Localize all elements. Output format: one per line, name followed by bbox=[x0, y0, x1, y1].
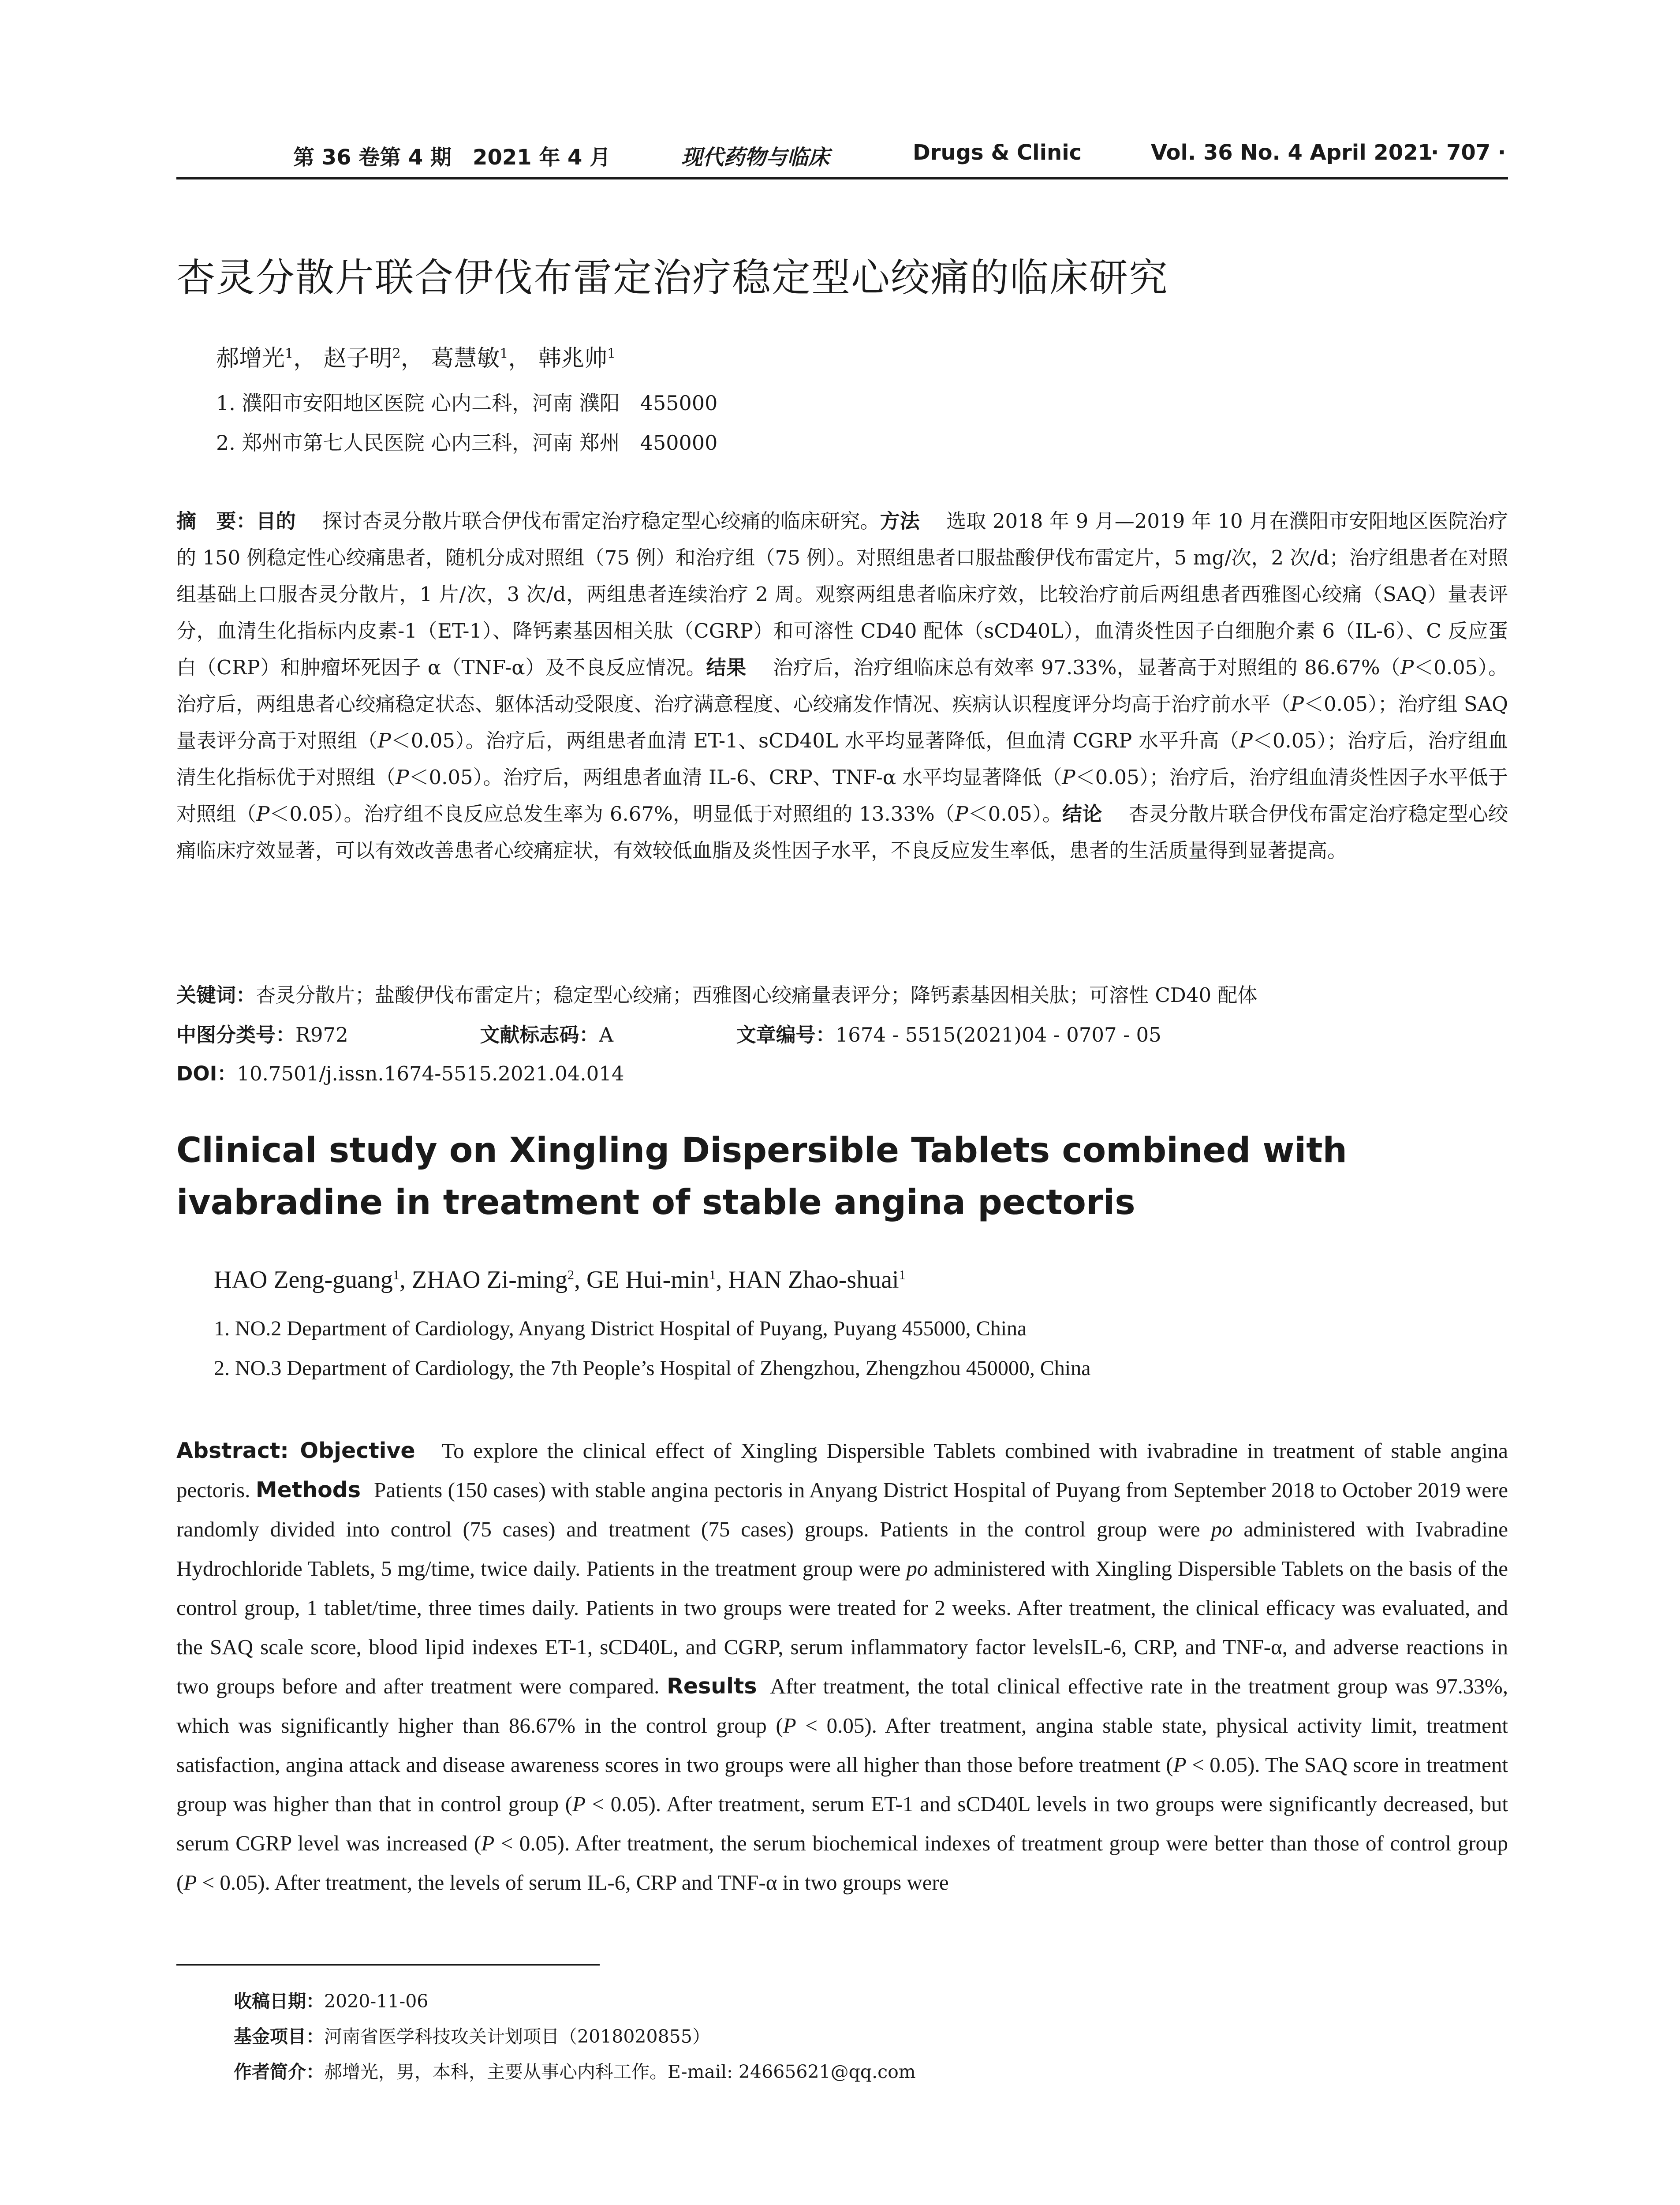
author-name: GE Hui-min bbox=[586, 1266, 709, 1293]
author-affiliation-mark: 1 bbox=[285, 346, 294, 362]
footnote-funding: 基金项目：河南省医学科技攻关计划项目（2018020855） bbox=[234, 2026, 710, 2047]
article-no-label: 文章编号： bbox=[736, 1023, 836, 1046]
issue-info-cn: 第 36 卷第 4 期 2021 年 4 月 bbox=[293, 145, 611, 170]
author-affiliation-mark: 1 bbox=[709, 1267, 716, 1282]
objective-label-cn: 目的 bbox=[256, 509, 296, 533]
objective-text-cn: 探讨杏灵分散片联合伊伐布雷定治疗稳定型心绞痛的临床研究。 bbox=[322, 509, 880, 533]
abstract-label-en: Abstract: bbox=[176, 1438, 300, 1463]
results-text-cn: 治疗后，治疗组临床总有效率 97.33%，显著高于对照组的 86.67%（P＜0.05）。治疗后，两组患者心绞痛稳定状态、躯体活动受限度、治疗满意程度、心绞痛发作情况、疾病认识程度评分均高于治疗前水平（P＜0.05）；治疗组 SAQ 量表评分高于对照组（P＜0.05）。治疗后，两组患者血清 ET-1、sCD40L 水平均显著降低，但血清 CGRP 水平升高（P＜0.05）；治疗后，治疗组血清生化指标优于对照组（P＜0.05）。治疗后，两组患者血清 IL-6、CRP、TNF-α 水平均显著降低（P＜0.05）；治疗后，治疗组血清炎性因子水平低于对照组（P＜0.05）。治疗组不良反应总发生率为 6.67%，明显低于对照组的 13.33%（P＜0.05）。 bbox=[176, 656, 1508, 826]
author-affiliation-mark: 2 bbox=[567, 1267, 574, 1282]
author-list-cn bbox=[216, 340, 616, 373]
keywords-text: 杏灵分散片；盐酸伊伐布雷定片；稳定型心绞痛；西雅图心绞痛量表评分；降钙素基因相关肽；可溶性 CD40 配体 bbox=[256, 983, 1258, 1007]
abstract-label-cn: 摘 要： bbox=[176, 509, 256, 533]
paper-title-en: Clinical study on Xingling Dispersible Tablets combined with ivabradine in treatment of stable angina pectoris bbox=[176, 1131, 1348, 1222]
results-label-en: Results bbox=[667, 1674, 757, 1699]
page-number: · 707 · bbox=[1431, 140, 1506, 165]
author-affiliation-mark: 1 bbox=[500, 346, 508, 362]
author-list-en bbox=[214, 1266, 906, 1294]
running-header bbox=[176, 140, 1508, 180]
classification-line bbox=[176, 1019, 1161, 1047]
author-separator: ， bbox=[508, 345, 531, 372]
affiliation-cn-1: 1. 濮阳市安阳地区医院 心内二科，河南 濮阳 455000 bbox=[216, 391, 718, 415]
abstract-cn bbox=[176, 503, 1508, 869]
journal-name-cn: 现代药物与临床 bbox=[681, 145, 830, 170]
author-affiliation-mark: 2 bbox=[392, 346, 401, 362]
journal-name-en: Drugs & Clinic bbox=[913, 140, 1082, 165]
header-rule bbox=[176, 177, 1508, 179]
author-name: HAN Zhao-shuai bbox=[728, 1266, 899, 1293]
methods-label-en: Methods bbox=[255, 1477, 361, 1502]
doc-code-value: A bbox=[599, 1023, 613, 1046]
author-name: 葛慧敏 bbox=[431, 345, 500, 372]
doi-line bbox=[176, 1058, 624, 1086]
objective-text-en: To explore the clinical effect of Xingling Dispersible Tablets combined with ivabradine in treatment of stable angina pectoris. bbox=[176, 1439, 1508, 1502]
author-separator: , bbox=[716, 1266, 728, 1293]
paper-title-cn: 杏灵分散片联合伊伐布雷定治疗稳定型心绞痛的临床研究 bbox=[176, 255, 1169, 300]
author-affiliation-mark: 1 bbox=[607, 346, 616, 362]
author-separator: , bbox=[574, 1266, 586, 1293]
conclusion-text-cn: 杏灵分散片联合伊伐布雷定治疗稳定型心绞痛临床疗效显著，可以有效改善患者心绞痛症状，有效较低血脂及炎性因子水平，不良反应发生率低，患者的生活质量得到显著提高。 bbox=[176, 802, 1508, 862]
methods-text-en: Patients (150 cases) with stable angina pectoris in Anyang District Hospital of Puyang from September 2018 to October 2019 were randomly divided into control (75 cases) and treatment (75 cases) groups. Patients in the control group were po administered with Ivabradine Hydrochloride Tablets, 5 mg/time, twice daily. Patients in the treatment group were po administered with Xingling Dispersible Tablets on the basis of the control group, 1 tablet/time, three times daily. Patients in two groups were treated for 2 weeks. After treatment, the clinical efficacy was evaluated, and the SAQ scale score, blood lipid indexes ET-1, sCD40L, and CGRP, serum inflammatory factor levelsIL-6, CRP, and TNF-α, and adverse reactions in two groups before and after treatment were compared. bbox=[176, 1478, 1508, 1698]
author-separator: , bbox=[399, 1266, 412, 1293]
footnote-rule bbox=[176, 1964, 600, 1966]
issue-info-en: Vol. 36 No. 4 April 2021 bbox=[1151, 140, 1433, 165]
footnote-received: 收稿日期：2020-11-06 bbox=[234, 1991, 429, 2012]
author-name: 郝增光 bbox=[216, 345, 285, 372]
affiliation-en-1: 1. NO.2 Department of Cardiology, Anyang District Hospital of Puyang, Puyang 455000, China bbox=[214, 1317, 1027, 1340]
author-name: HAO Zeng-guang bbox=[214, 1266, 393, 1293]
conclusion-label-cn: 结论 bbox=[1062, 802, 1102, 826]
objective-label-en: Objective bbox=[300, 1438, 415, 1463]
author-separator: ， bbox=[293, 345, 317, 372]
author-affiliation-mark: 1 bbox=[392, 1267, 399, 1282]
author-name: ZHAO Zi-ming bbox=[411, 1266, 567, 1293]
abstract-en bbox=[176, 1431, 1508, 1902]
author-separator: ， bbox=[400, 345, 424, 372]
author-name: 韩兆帅 bbox=[538, 345, 607, 372]
clc-label: 中图分类号： bbox=[176, 1023, 296, 1046]
results-label-cn: 结果 bbox=[706, 656, 747, 679]
methods-label-cn: 方法 bbox=[880, 509, 920, 533]
results-text-en: After treatment, the total clinical effective rate in the treatment group was 97.33%, which was significantly higher than 86.67% in the control group (P < 0.05). After treatment, angina stable state, physical activity limit, treatment satisfaction, angina attack and disease awareness scores in two groups were all higher than those before treatment (P < 0.05). The SAQ score in treatment group was higher than that in control group (P < 0.05). After treatment, serum ET-1 and sCD40L levels in two groups were significantly decreased, but serum CGRP level was increased (P < 0.05). After treatment, the serum biochemical indexes of treatment group were better than those of control group (P < 0.05). After treatment, the levels of serum IL-6, CRP and TNF-α in two groups were bbox=[176, 1674, 1508, 1895]
clc-value: R972 bbox=[295, 1023, 348, 1046]
keywords-label: 关键词： bbox=[176, 983, 256, 1007]
methods-text-cn: 选取 2018 年 9 月—2019 年 10 月在濮阳市安阳地区医院治疗的 150 例稳定性心绞痛患者，随机分成对照组（75 例）和治疗组（75 例）。对照组患者口服盐酸伊伐布雷定片，5 mg/次，2 次/d；治疗组患者在对照组基础上口服杏灵分散片，1 片/次，3 次/d，两组患者连续治疗 2 周。观察两组患者临床疗效，比较治疗前后两组患者西雅图心绞痛（SAQ）量表评分，血清生化指标内皮素-1（ET-1）、降钙素基因相关肽（CGRP）和可溶性 CD40 配体（sCD40L），血清炎性因子白细胞介素 6（IL-6）、C 反应蛋白（CRP）和肿瘤坏死因子 α（TNF-α）及不良反应情况。 bbox=[176, 509, 1508, 679]
article-no-value: 1674 - 5515(2021)04 - 0707 - 05 bbox=[835, 1023, 1161, 1046]
keywords-cn bbox=[176, 979, 1257, 1008]
author-name: 赵子明 bbox=[323, 345, 392, 372]
affiliation-en-2: 2. NO.3 Department of Cardiology, the 7th People’s Hospital of Zhengzhou, Zhengzhou 450000, China bbox=[214, 1357, 1091, 1380]
author-affiliation-mark: 1 bbox=[899, 1267, 906, 1282]
affiliation-cn-2: 2. 郑州市第七人民医院 心内三科，河南 郑州 450000 bbox=[216, 431, 718, 455]
doc-code-label: 文献标志码： bbox=[480, 1023, 599, 1046]
doi-value: 10.7501/j.issn.1674-5515.2021.04.014 bbox=[237, 1062, 624, 1085]
footnote-author-bio: 作者简介：郝增光，男，本科，主要从事心内科工作。E-mail: 24665621@qq.com bbox=[234, 2061, 916, 2082]
doi-label: DOI： bbox=[176, 1062, 237, 1085]
